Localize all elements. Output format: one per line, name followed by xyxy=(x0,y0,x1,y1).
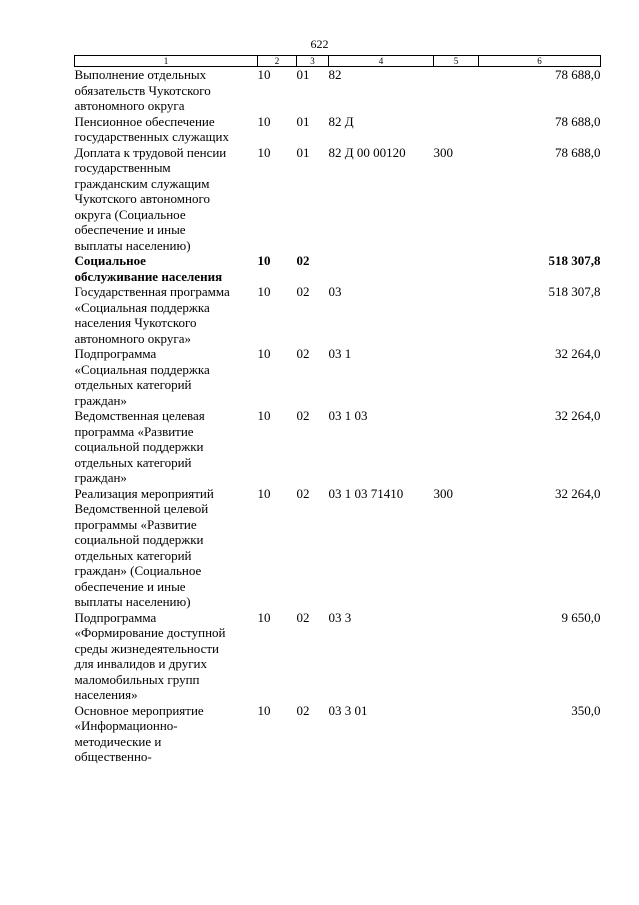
row-expense-type: 300 xyxy=(433,144,453,160)
row-subsection: 02 xyxy=(296,284,310,299)
row-amount: 78 688,0 xyxy=(555,113,601,129)
row-expense-type xyxy=(434,610,479,703)
row-subsection: 02 xyxy=(296,253,310,268)
row-section: 10 xyxy=(257,113,271,129)
row-amount: 78 688,0 xyxy=(555,67,601,82)
column-header: 3 xyxy=(297,56,329,67)
row-section: 10 xyxy=(257,284,271,299)
row-subsection: 01 xyxy=(296,113,310,129)
table-row xyxy=(75,486,601,610)
column-header: 6 xyxy=(479,56,601,67)
row-name: Выполнение отдельных обязательств Чукотского автономного округа xyxy=(74,67,211,113)
row-amount: 518 307,8 xyxy=(548,253,601,268)
row-amount: 32 264,0 xyxy=(555,408,601,423)
row-subsection: 01 xyxy=(296,144,310,160)
row-target-article: 03 3 01 xyxy=(328,702,368,718)
row-section: 10 xyxy=(257,702,271,718)
table-row xyxy=(75,610,601,703)
row-expense-type: 300 xyxy=(433,485,453,501)
row-section: 10 xyxy=(257,485,271,501)
row-name: Подпрограмма «Формирование доступной среды жизнедеятельности для инвалидов и других маломобильных групп населения» xyxy=(74,609,226,702)
column-header: 4 xyxy=(329,56,434,67)
row-section: 10 xyxy=(257,67,271,82)
row-name: Государственная программа «Социальная поддержка населения Чукотского автономного округа» xyxy=(74,284,230,346)
row-target-article: 82 xyxy=(328,67,342,82)
row-expense-type xyxy=(434,703,479,765)
row-target-article: 03 3 xyxy=(328,609,352,625)
row-target-article: 03 1 xyxy=(328,346,352,361)
row-target-article: 03 1 03 xyxy=(328,408,368,423)
row-amount: 32 264,0 xyxy=(555,346,601,361)
row-target-article: 03 1 03 71410 xyxy=(328,485,404,501)
row-target-article: 03 xyxy=(328,284,342,299)
row-subsection: 02 xyxy=(296,485,310,501)
row-section: 10 xyxy=(257,609,271,625)
row-name: Ведомственная целевая программа «Развитие социальной поддержки отдельных категорий граждан» xyxy=(74,408,205,485)
row-amount: 78 688,0 xyxy=(555,144,601,160)
row-section: 10 xyxy=(257,144,271,160)
table-row xyxy=(75,408,601,486)
row-expense-type xyxy=(434,346,479,408)
table-row xyxy=(75,284,601,346)
page-number: 622 xyxy=(310,37,329,51)
row-amount: 350,0 xyxy=(571,702,601,718)
row-subsection: 02 xyxy=(296,346,310,361)
column-header: 1 xyxy=(75,56,258,67)
column-header: 5 xyxy=(434,56,479,67)
row-name: Пенсионное обеспечение государственных служащих xyxy=(74,113,229,144)
row-name: Основное мероприятие «Информационно- методические и общественно- xyxy=(74,702,204,764)
row-name: Подпрограмма «Социальная поддержка отдельных категорий граждан» xyxy=(74,346,210,408)
table-header-row xyxy=(75,56,601,67)
table-row xyxy=(75,346,601,408)
row-expense-type xyxy=(434,408,479,486)
row-target-article: 82 Д xyxy=(328,113,354,129)
row-target-article xyxy=(329,253,434,284)
row-subsection: 02 xyxy=(296,609,310,625)
budget-table xyxy=(74,55,601,765)
row-subsection: 01 xyxy=(296,67,310,82)
table-row xyxy=(75,67,601,114)
row-target-article: 82 Д 00 00120 xyxy=(328,144,406,160)
row-expense-type xyxy=(434,253,479,284)
row-amount: 518 307,8 xyxy=(548,284,601,299)
row-expense-type xyxy=(434,114,479,145)
row-name: Доплата к трудовой пенсии государственным гражданским служащим Чукотского автономного округа (Социальное обеспечение и иные выплаты населению) xyxy=(74,144,227,253)
row-subsection: 02 xyxy=(296,702,310,718)
table-row xyxy=(75,253,601,284)
row-expense-type xyxy=(434,284,479,346)
row-amount: 32 264,0 xyxy=(555,485,601,501)
row-amount: 9 650,0 xyxy=(561,609,601,625)
row-section: 10 xyxy=(257,408,271,423)
row-section: 10 xyxy=(257,346,271,361)
row-name: Реализация мероприятий Ведомственной целевой программы «Развитие социальной поддержки отдельных категорий граждан» (Социальное обеспечение и иные выплаты населению) xyxy=(74,485,214,609)
column-header: 2 xyxy=(258,56,297,67)
row-expense-type xyxy=(434,67,479,114)
table-row xyxy=(75,145,601,254)
row-subsection: 02 xyxy=(296,408,310,423)
table-row xyxy=(75,114,601,145)
row-section: 10 xyxy=(257,253,271,268)
table-row xyxy=(75,703,601,765)
row-name: Социальное обслуживание населения xyxy=(74,253,223,284)
